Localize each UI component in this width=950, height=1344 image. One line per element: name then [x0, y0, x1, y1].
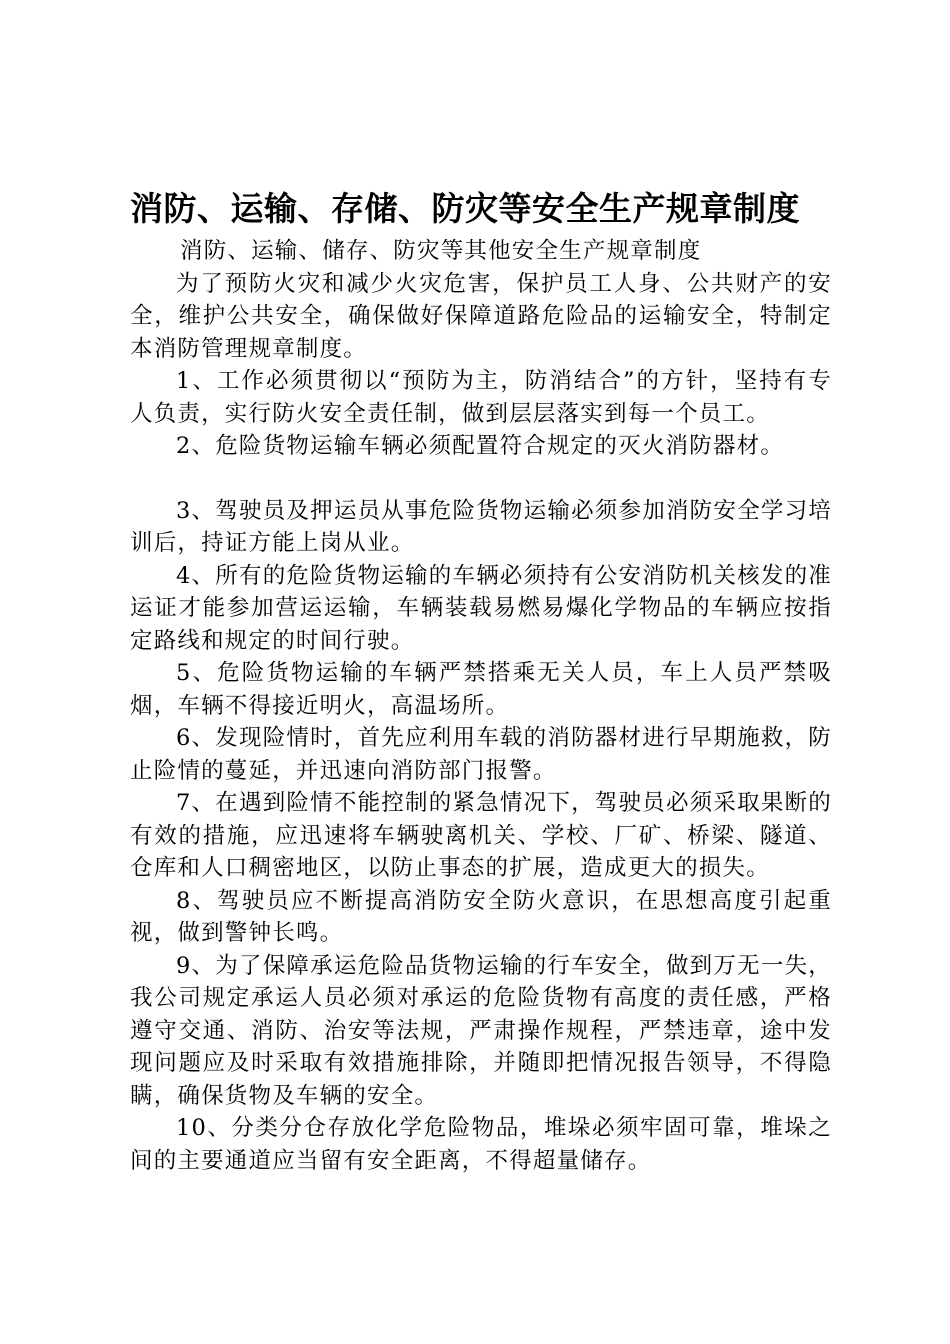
rule-10-paragraph: 10、分类分仓存放化学危险物品，堆垛必须牢固可靠，堆垛之间的主要通道应当留有安全距离，不得超量储存。 [130, 1115, 832, 1174]
rule-7-paragraph: 7、在遇到险情不能控制的紧急情况下，驾驶员必须采取果断的有效的措施，应迅速将车辆驶离机关、学校、厂矿、桥梁、隧道、仓库和人口稠密地区，以防止事态的扩展，造成更大的损失。 [130, 790, 832, 881]
intro-paragraph: 为了预防火灾和减少火灾危害，保护员工人身、公共财产的安全，维护公共安全，确保做好保障道路危险品的运输安全，特制定本消防管理规章制度。 [130, 270, 832, 362]
rule-1-paragraph: 1、工作必须贯彻以“预防为主，防消结合”的方针，坚持有专人负责，实行防火安全责任制，做到层层落实到每一个员工。 [130, 368, 832, 427]
rule-5-paragraph: 5、危险货物运输的车辆严禁搭乘无关人员，车上人员严禁吸烟，车辆不得接近明火，高温场所。 [130, 660, 832, 719]
document-title: 消防、运输、存储、防灾等安全生产规章制度 [130, 189, 800, 228]
rule-9-paragraph: 9、为了保障承运危险品货物运输的行车安全，做到万无一失，我公司规定承运人员必须对承运的危险货物有高度的责任感，严格遵守交通、消防、治安等法规，严肃操作规程，严禁违章，途中发现问题应及时采取有效措施排除，并随即把情况报告领导，不得隐瞒，确保货物及车辆的安全。 [130, 952, 832, 1109]
document-body [130, 235, 832, 1177]
rule-2-paragraph: 2、危险货物运输车辆必须配置符合规定的灭火消防器材。 [176, 433, 785, 459]
paragraph-spacer [130, 463, 832, 495]
rule-8-paragraph: 8、驾驶员应不断提高消防安全防火意识，在思想高度引起重视，做到警钟长鸣。 [130, 887, 832, 946]
rule-4-paragraph: 4、所有的危险货物运输的车辆必须持有公安消防机关核发的准运证才能参加营运运输，车辆装载易燃易爆化学物品的车辆应按指定路线和规定的时间行驶。 [130, 562, 832, 654]
rule-6-paragraph: 6、发现险情时，首先应利用车载的消防器材进行早期施救，防止险情的蔓延，并迅速向消防部门报警。 [130, 725, 832, 784]
rule-3-paragraph: 3、驾驶员及押运员从事危险货物运输必须参加消防安全学习培训后，持证方能上岗从业。 [130, 497, 832, 556]
document-subtitle: 消防、运输、储存、防灾等其他安全生产规章制度 [180, 238, 702, 264]
